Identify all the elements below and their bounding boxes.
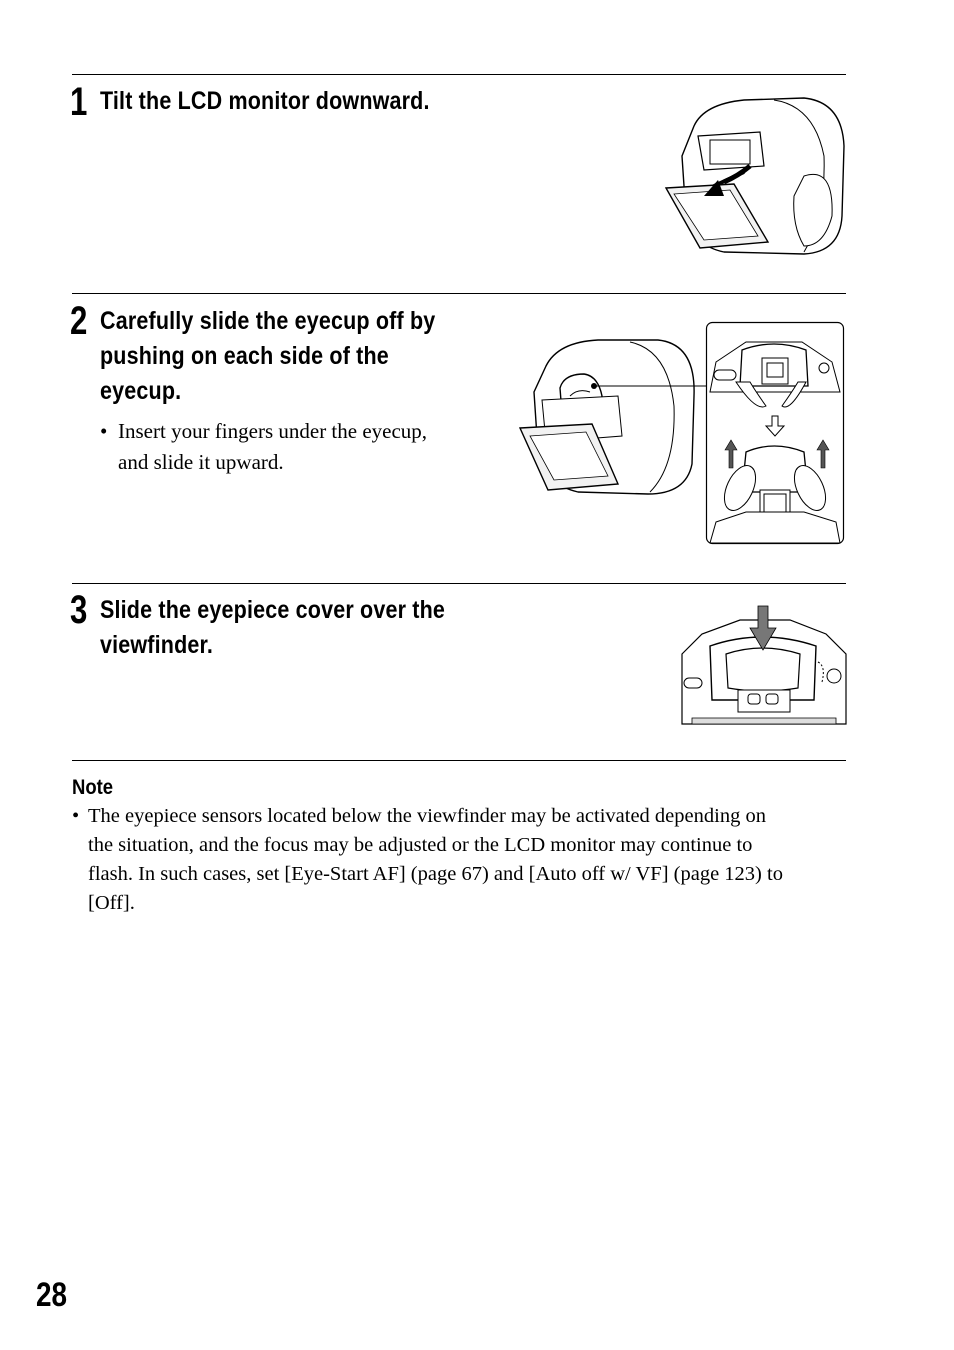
section-divider-top xyxy=(72,74,846,75)
step-1-number: 1 xyxy=(70,80,88,124)
note-line: flash. In such cases, set [Eye-Start AF] (page 67) and [Auto off w/ VF] (page 123) to xyxy=(88,863,783,885)
note-line: [Off]. xyxy=(88,892,135,914)
camera-tilt-lcd-illustration xyxy=(664,96,846,258)
step-1-title-line: Tilt the LCD monitor downward. xyxy=(100,87,430,115)
note-body xyxy=(72,802,852,918)
step-2-bullet xyxy=(100,416,520,478)
note-heading: Note xyxy=(72,776,114,799)
note-line: The eyepiece sensors located below the viewfinder may be activated depending on xyxy=(88,805,766,827)
step-2-title-line: pushing on each side of the xyxy=(100,342,389,370)
step-3-title xyxy=(100,593,445,663)
section-divider-2 xyxy=(72,293,846,294)
step-2-number: 2 xyxy=(70,299,88,343)
section-divider-note xyxy=(72,760,846,761)
step-2-bullet-line: Insert your fingers under the eyecup, xyxy=(118,419,428,443)
step-2-title-line: Carefully slide the eyecup off by xyxy=(100,307,436,335)
step-1-title xyxy=(100,84,430,119)
step-3-title-line: viewfinder. xyxy=(100,631,214,659)
step-2-title xyxy=(100,304,435,409)
step-3-number: 3 xyxy=(70,588,88,632)
step-2-bullet-line: and slide it upward. xyxy=(118,450,284,474)
bullet-marker: • xyxy=(72,805,80,827)
step-3-title-line: Slide the eyepiece cover over the xyxy=(100,596,446,624)
eyepiece-cover-illustration xyxy=(682,606,846,724)
section-divider-3 xyxy=(72,583,846,584)
page-number: 28 xyxy=(36,1276,68,1314)
bullet-marker: • xyxy=(100,419,108,443)
step-2-title-line: eyecup. xyxy=(100,377,182,405)
eyecup-removal-detail-illustration xyxy=(706,322,844,544)
camera-eyecup-illustration xyxy=(518,336,700,496)
note-line: the situation, and the focus may be adjusted or the LCD monitor may continue to xyxy=(88,834,753,856)
